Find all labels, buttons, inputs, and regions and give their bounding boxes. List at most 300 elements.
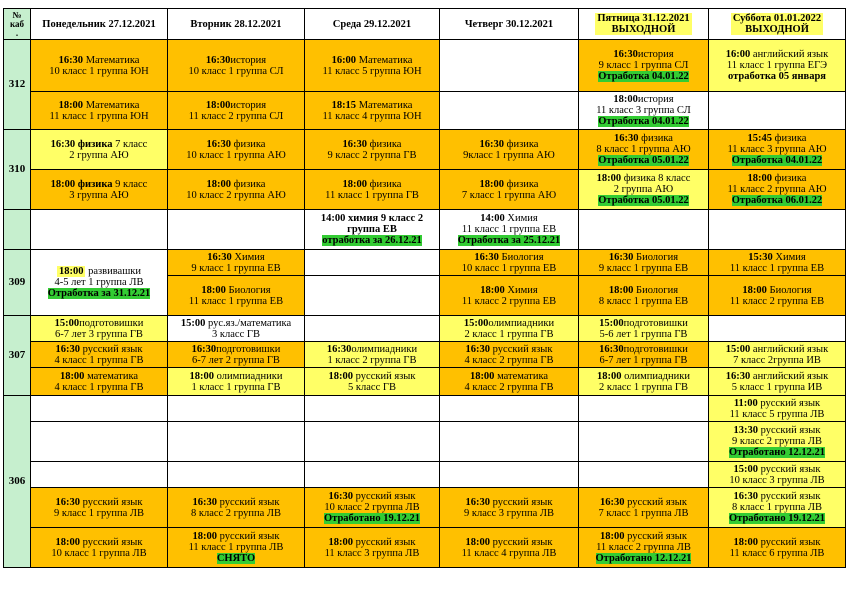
lesson-line — [441, 296, 577, 307]
lesson-line — [580, 116, 707, 127]
lesson-line — [580, 144, 707, 155]
lesson-cell — [168, 396, 305, 422]
lesson-cell — [440, 276, 579, 316]
lesson-time: 18:00 — [469, 370, 495, 382]
lesson-cell — [709, 528, 846, 568]
lesson-line — [441, 139, 577, 150]
lesson-text: 5 класс 1 группа ИВ — [731, 381, 823, 393]
lesson-cell — [579, 488, 709, 528]
lesson-text: русский язык — [80, 496, 143, 508]
lesson-cell — [440, 170, 579, 210]
lesson-line — [441, 344, 577, 355]
room-number: 312 — [4, 40, 31, 130]
lesson-cell — [579, 422, 709, 462]
lesson-cell — [168, 130, 305, 170]
lesson-line — [710, 447, 844, 458]
lesson-line — [169, 66, 303, 77]
lesson-cell — [168, 488, 305, 528]
schedule-row — [4, 130, 846, 170]
lesson-text: 9 класс 2 группа ГВ — [327, 149, 417, 161]
day-title-block — [190, 19, 281, 30]
lesson-cell — [31, 528, 168, 568]
lesson-text: английский язык — [750, 343, 829, 355]
lesson-line — [32, 179, 166, 190]
lesson-text: русский язык — [758, 491, 821, 502]
lesson-cell — [709, 488, 846, 528]
lesson-time: 16:30 — [733, 491, 759, 502]
lesson-cell — [709, 210, 846, 250]
lesson-text: 11 класс 1 группа ЕВ — [729, 262, 825, 274]
makeup-badge: Отработка 05.01.22 — [598, 155, 689, 166]
schedule-row — [4, 528, 846, 568]
lesson-text: 9 класс 2 группа ЛВ — [731, 436, 822, 447]
lesson-cell — [709, 316, 846, 342]
lesson-text: 4-5 лет 1 группа ЛВ — [54, 277, 144, 288]
lesson-line — [32, 288, 166, 299]
lesson-line — [169, 252, 303, 263]
lesson-text: 4 класс 2 группа ГВ — [464, 354, 554, 366]
lesson-line — [580, 184, 707, 195]
lesson-text: 11 класс 2 группа ЕВ — [461, 295, 557, 307]
schedule-row — [4, 342, 846, 368]
lesson-text: 11 класс 1 группа ЕВ — [188, 295, 284, 307]
lesson-line — [710, 285, 844, 296]
schedule-row — [4, 170, 846, 210]
lesson-text: рус.яз./математика — [205, 317, 292, 329]
lesson-text: физика — [504, 178, 539, 190]
lesson-cell — [579, 528, 709, 568]
lesson-text: 11 класс 2 группа ЛВ — [596, 542, 691, 553]
lesson-text: 11 класс 4 группа ЮН — [322, 110, 422, 122]
lesson-cell — [168, 528, 305, 568]
lesson-cell — [579, 462, 709, 488]
lesson-text: русский язык — [80, 343, 143, 355]
lesson-line — [306, 66, 438, 77]
lesson-time: 16:00 — [331, 54, 357, 66]
lesson-line — [710, 355, 844, 366]
lesson-line — [169, 285, 303, 296]
lesson-line — [710, 173, 844, 184]
lesson-text: Химия — [231, 251, 265, 263]
lesson-text: 8 класс 1 группа АЮ — [596, 144, 691, 155]
lesson-line — [169, 139, 303, 150]
lesson-line — [32, 329, 166, 340]
lesson-text: 2 класс 1 группа ГВ — [464, 328, 554, 340]
day-status: ВЫХОДНОЙ — [745, 24, 809, 35]
lesson-cell — [168, 250, 305, 276]
lesson-text: 1 класс 1 группа ГВ — [191, 381, 281, 393]
lesson-cell — [440, 368, 579, 396]
lesson-text: математика — [84, 370, 139, 382]
lesson-line — [169, 296, 303, 307]
lesson-text: физика — [367, 138, 402, 150]
lesson-line — [169, 318, 303, 329]
lesson-text: Биология — [498, 251, 544, 263]
lesson-line — [441, 508, 577, 519]
room-number — [4, 210, 31, 250]
lesson-line — [710, 491, 844, 502]
lesson-cell — [440, 462, 579, 488]
lesson-text: русский язык — [490, 536, 553, 548]
lesson-text: физика — [638, 133, 673, 144]
lesson-line — [580, 60, 707, 71]
lesson-line — [169, 355, 303, 366]
lesson-time: 16:00 — [725, 49, 751, 60]
lesson-line — [580, 155, 707, 166]
lesson-line — [710, 371, 844, 382]
lesson-line — [32, 100, 166, 111]
lesson-time: 18:00 — [465, 536, 491, 548]
lesson-line — [710, 195, 844, 206]
lesson-line — [710, 513, 844, 524]
lesson-cell — [305, 276, 440, 316]
lesson-line — [441, 318, 577, 329]
lesson-cell — [305, 92, 440, 130]
day-title: Вторник 28.12.2021 — [190, 18, 282, 30]
lesson-text: Математика — [83, 99, 140, 111]
lesson-time: 18:00 — [55, 536, 81, 548]
lesson-time: 16:30 — [599, 343, 624, 355]
makeup-badge: Отработано 12.12.21 — [595, 553, 692, 564]
lesson-text: русский язык — [353, 491, 416, 502]
room-number: 307 — [4, 316, 31, 396]
lesson-text: русский язык — [80, 536, 143, 548]
lesson-line — [169, 329, 303, 340]
lesson-cell — [168, 210, 305, 250]
lesson-text: английский язык — [750, 49, 829, 60]
lesson-text: Биология — [633, 251, 679, 263]
lesson-line — [710, 155, 844, 166]
lesson-line — [306, 382, 438, 393]
lesson-cell — [305, 462, 440, 488]
lesson-cell — [579, 210, 709, 250]
schedule-row — [4, 40, 846, 92]
lesson-text: русский язык — [353, 536, 416, 548]
lesson-line — [32, 344, 166, 355]
lesson-time: 16:30 — [600, 496, 625, 508]
lesson-text: 7 класс 2группа ИВ — [733, 354, 821, 366]
lesson-text: 11 класс 1 группа ЕВ — [461, 224, 557, 235]
lesson-text: русский язык — [624, 531, 687, 542]
lesson-line — [580, 71, 707, 82]
lesson-line — [32, 66, 166, 77]
day-title-block — [333, 19, 411, 30]
lesson-text: история — [637, 49, 674, 60]
lesson-line — [169, 382, 303, 393]
day-header — [168, 9, 305, 40]
lesson-time: 18:00 — [58, 99, 84, 111]
lesson-cell — [305, 342, 440, 368]
schedule-row — [4, 92, 846, 130]
lesson-line — [580, 497, 707, 508]
lesson-time: 18:00 — [742, 284, 767, 296]
lesson-line — [441, 285, 577, 296]
lesson-cell — [709, 396, 846, 422]
lesson-cell — [709, 170, 846, 210]
lesson-time: 16:30 — [55, 496, 81, 508]
lesson-line — [306, 355, 438, 366]
lesson-cell — [709, 250, 846, 276]
lesson-cell — [440, 342, 579, 368]
lesson-text: Биология — [766, 284, 812, 296]
lesson-text: 11 класс 2 группа СЛ — [188, 110, 284, 122]
lesson-cell — [579, 396, 709, 422]
lesson-time: 18:00 — [201, 284, 226, 296]
lesson-cell — [31, 488, 168, 528]
lesson-line — [441, 235, 577, 246]
day-title: Понедельник 27.12.2021 — [42, 18, 156, 30]
lesson-line — [710, 398, 844, 409]
lesson-text: 10 класс 3 группа ЛВ — [729, 474, 825, 486]
day-status: ВЫХОДНОЙ — [611, 24, 676, 35]
lesson-line — [306, 100, 438, 111]
lesson-cell — [305, 488, 440, 528]
lesson-text: 11 класс 4 группа ЛВ — [461, 547, 557, 559]
lesson-line — [169, 542, 303, 553]
lesson-time: 18:00 — [597, 370, 622, 382]
lesson-line — [32, 371, 166, 382]
lesson-line — [169, 100, 303, 111]
lesson-time: 14:00 — [480, 213, 505, 224]
lesson-line — [710, 537, 844, 548]
day-header — [31, 9, 168, 40]
lesson-text: русский язык — [624, 496, 687, 508]
lesson-line — [710, 475, 844, 486]
lesson-cell — [305, 40, 440, 92]
lesson-cell — [31, 40, 168, 92]
lesson-time: 18:00 — [192, 531, 218, 542]
lesson-time: 16:30 — [192, 496, 218, 508]
lesson-line — [306, 548, 438, 559]
lesson-text: физика 8 класс — [621, 173, 691, 184]
lesson-time: 16:30 — [191, 343, 217, 355]
lesson-text: 11 класс 3 группа АЮ — [727, 144, 827, 155]
lesson-time: 18:00 — [608, 284, 634, 296]
lesson-text: Химия — [504, 284, 538, 296]
lesson-text: история — [230, 54, 267, 66]
day-header — [579, 9, 709, 40]
lesson-cell — [31, 92, 168, 130]
lesson-time: 15:00 — [463, 317, 489, 329]
lesson-line — [306, 344, 438, 355]
makeup-badge: Отработка за 25.12.21 — [457, 235, 561, 246]
lesson-time: 16:30 физика — [50, 138, 113, 150]
lesson-text: физика — [772, 173, 807, 184]
lesson-text: Биология — [633, 284, 679, 296]
lesson-time: 18:00 физика — [50, 178, 113, 190]
lesson-line — [441, 263, 577, 274]
lesson-cell — [305, 422, 440, 462]
lesson-cell — [579, 92, 709, 130]
lesson-time: 18:00 — [613, 94, 638, 105]
lesson-line — [32, 355, 166, 366]
lesson-cell — [440, 488, 579, 528]
lesson-line — [32, 55, 166, 66]
makeup-badge: Отработка 04.01.22 — [598, 71, 689, 82]
lesson-text: русский язык — [217, 496, 280, 508]
lesson-line — [32, 497, 166, 508]
lesson-line — [580, 263, 707, 274]
lesson-cell — [709, 40, 846, 92]
lesson-text: 9 класс — [112, 178, 148, 190]
makeup-badge: Отработка за 31.12.21 — [47, 288, 151, 299]
schedule-row — [4, 250, 846, 276]
lesson-text: развивашки — [85, 266, 142, 277]
lesson-line — [580, 195, 707, 206]
lesson-text: 8 класс 1 группа ЛВ — [731, 502, 822, 513]
makeup-note: отработка 05 января — [728, 71, 826, 82]
lesson-line — [580, 252, 707, 263]
lesson-time: 18:15 — [331, 99, 357, 111]
lesson-time: 18:00 — [342, 178, 368, 190]
room-number: 310 — [4, 130, 31, 210]
lesson-cell — [305, 250, 440, 276]
lesson-time: 16:30 — [474, 251, 499, 263]
lesson-time: 14:00 химия 9 класс 2 — [320, 213, 424, 224]
lesson-line — [169, 111, 303, 122]
lesson-text: 10 класс 2 группа АЮ — [186, 189, 286, 201]
lesson-time: 16:30 — [326, 343, 352, 355]
lesson-cell — [31, 422, 168, 462]
lesson-text: 7 класс 1 группа ЛВ — [598, 507, 689, 519]
lesson-time: 15:00 — [733, 463, 759, 475]
lesson-line — [580, 49, 707, 60]
lesson-text: физика — [231, 138, 266, 150]
lesson-line — [710, 409, 844, 420]
lesson-cell — [305, 210, 440, 250]
makeup-badge: Отработано 12.12.21 — [729, 447, 825, 458]
lesson-time: 18:00 — [189, 370, 215, 382]
lesson-time: 15:00 — [599, 317, 624, 329]
lesson-line — [580, 285, 707, 296]
lesson-text: 9 класс 1 группа ЕВ — [598, 262, 689, 274]
lesson-line — [32, 508, 166, 519]
lesson-cell — [168, 170, 305, 210]
lesson-line — [441, 150, 577, 161]
lesson-cell — [440, 422, 579, 462]
lesson-time: 18:00 — [328, 536, 354, 548]
lesson-time: 18:00 — [328, 370, 354, 382]
lesson-line — [441, 371, 577, 382]
lesson-cell — [709, 368, 846, 396]
lesson-text: олимпиадники — [621, 370, 690, 382]
lesson-time: 18:00 — [480, 284, 505, 296]
lesson-line — [306, 371, 438, 382]
lesson-line — [32, 382, 166, 393]
lesson-text: 2 группа АЮ — [69, 149, 129, 161]
lesson-line — [32, 190, 166, 201]
lesson-line — [441, 548, 577, 559]
schedule-row — [4, 368, 846, 396]
lesson-cell — [579, 170, 709, 210]
lesson-line — [32, 548, 166, 559]
lesson-text: 10 класс 2 группа ЛВ — [324, 502, 420, 513]
makeup-badge: Отработано 19.12.21 — [324, 513, 420, 524]
lesson-text: русский язык — [758, 425, 821, 436]
lesson-line — [32, 277, 166, 288]
lesson-text: 9 класс 1 группа ЛВ — [53, 507, 144, 519]
schedule-row — [4, 316, 846, 342]
lesson-time: 15:30 — [748, 251, 773, 263]
lesson-line — [306, 55, 438, 66]
lesson-cell — [579, 250, 709, 276]
lesson-time: 18:00 — [596, 173, 622, 184]
lesson-time: 16:30 — [614, 133, 639, 144]
lesson-time: 16:30 — [725, 370, 751, 382]
lesson-cell — [31, 316, 168, 342]
lesson-line — [306, 139, 438, 150]
lesson-line — [441, 382, 577, 393]
lesson-time: 18:00 — [733, 536, 759, 548]
lesson-cell — [440, 40, 579, 92]
day-title-block — [465, 19, 553, 30]
lesson-line — [169, 179, 303, 190]
lesson-line — [306, 513, 438, 524]
lesson-cell — [168, 276, 305, 316]
lesson-text: подготовишки — [79, 317, 144, 329]
lesson-line — [169, 55, 303, 66]
lesson-line — [169, 371, 303, 382]
makeup-badge: Отработка 04.01.22 — [598, 116, 689, 127]
lesson-cell — [31, 130, 168, 170]
lesson-cell — [168, 342, 305, 368]
lesson-text: русский язык — [758, 463, 821, 475]
lesson-line — [580, 133, 707, 144]
lesson-time: 18:00 — [205, 99, 231, 111]
schedule-row — [4, 488, 846, 528]
lesson-text: олимпиадники — [488, 317, 555, 329]
lesson-text: английский язык — [750, 370, 829, 382]
lesson-line — [580, 94, 707, 105]
lesson-text: физика — [504, 138, 539, 150]
lesson-text: русский язык — [217, 531, 280, 542]
lesson-cell — [579, 316, 709, 342]
lesson-cell — [168, 462, 305, 488]
lesson-line — [580, 542, 707, 553]
room-number-header: № каб . — [4, 9, 31, 40]
lesson-line — [169, 344, 303, 355]
lesson-cell — [579, 342, 709, 368]
lesson-line — [169, 263, 303, 274]
lesson-time: 18:00 — [206, 178, 232, 190]
lesson-text: русский язык — [490, 343, 553, 355]
lesson-line — [169, 531, 303, 542]
lesson-line — [710, 344, 844, 355]
lesson-cell — [305, 130, 440, 170]
lesson-line — [710, 502, 844, 513]
lesson-cell — [305, 368, 440, 396]
lesson-text: 4 класс 1 группа ГВ — [54, 381, 144, 393]
lesson-line — [169, 553, 303, 564]
lesson-cell — [709, 342, 846, 368]
lesson-line — [710, 464, 844, 475]
lesson-cell — [440, 92, 579, 130]
lesson-time: 16:30 — [58, 54, 84, 66]
lesson-line — [306, 502, 438, 513]
lesson-line — [169, 150, 303, 161]
lesson-text: 7 класс 1 группа АЮ — [461, 189, 557, 201]
lesson-text: 5-6 лет 1 группа ГВ — [599, 328, 688, 340]
lesson-line — [32, 139, 166, 150]
lesson-line — [710, 296, 844, 307]
lesson-line — [306, 190, 438, 201]
lesson-text: 11 класс 5 группа ЮН — [322, 65, 422, 77]
lesson-line — [441, 179, 577, 190]
lesson-text: 4 класс 1 группа ГВ — [54, 354, 144, 366]
lesson-text: олимпиадники — [351, 343, 418, 355]
day-title: Пятница 31.12.2021 — [597, 13, 690, 24]
lesson-line — [710, 60, 844, 71]
